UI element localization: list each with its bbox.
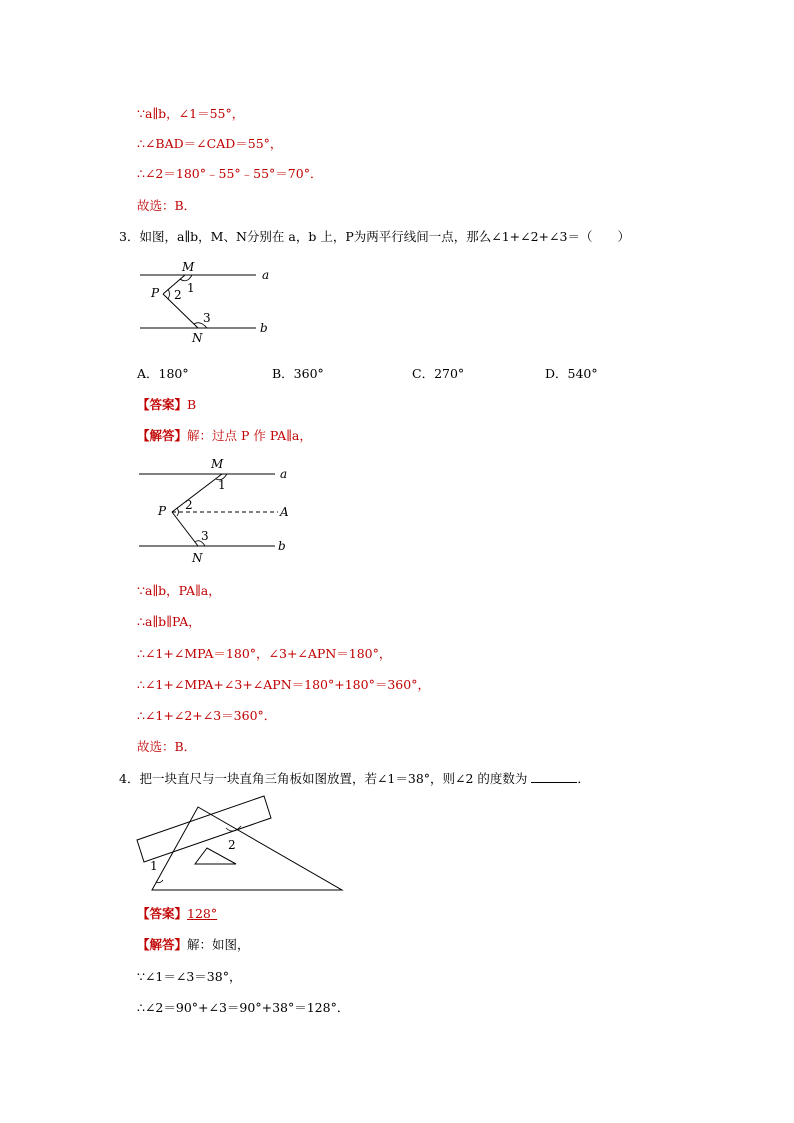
label-N: N xyxy=(192,551,203,565)
segment-PM xyxy=(172,474,222,512)
q3-text: 如图，a∥b，M、N分别在 a，b 上，P为两平行线间一点，那么∠1+∠2+∠3＝（ ） xyxy=(139,229,630,244)
answer-tag: 【答案】 xyxy=(137,906,188,921)
q4-number: 4． xyxy=(119,771,140,786)
q3-solution-intro xyxy=(137,428,312,444)
solution-tag: 【解答】 xyxy=(137,428,188,443)
prev-solution-line: ∴∠BAD＝∠CAD＝55°， xyxy=(137,136,283,151)
label-N: N xyxy=(192,331,203,345)
label-3: 3 xyxy=(201,529,209,543)
label-A: A xyxy=(280,505,289,519)
q3-stem xyxy=(119,229,630,245)
q3-solution-line: ∴∠1+∠2+∠3＝360°． xyxy=(137,708,277,723)
answer-tag: 【答案】 xyxy=(137,397,188,412)
q3-solution-line: ∵a∥b，PA∥a， xyxy=(137,583,221,598)
q3-solution-choice: 故选：B． xyxy=(137,739,197,754)
label-M: M xyxy=(182,260,195,274)
label-3: 3 xyxy=(203,311,211,325)
label-2: 2 xyxy=(228,838,236,852)
prev-solution-line: ∴∠2＝180°﹣55°﹣55°＝70°． xyxy=(137,166,323,181)
label-M: M xyxy=(211,457,224,471)
label-P: P xyxy=(151,286,160,300)
q4-answer xyxy=(137,906,217,922)
q3-solution-line: ∴a∥b∥PA， xyxy=(137,614,201,629)
q3-answer xyxy=(137,397,196,413)
q4-solution-line: ∴∠2＝90°+∠3＝90°+38°＝128°． xyxy=(137,1000,350,1015)
q3-number: 3． xyxy=(119,229,140,244)
segment-PN xyxy=(172,512,198,546)
q3-option-a: A．180° xyxy=(137,366,189,381)
q3-solution-line: ∴∠1+∠MPA+∠3+∠APN＝180°+180°＝360°， xyxy=(137,677,430,692)
answer-value: 128° xyxy=(187,906,218,921)
angle-2-arc xyxy=(177,508,179,516)
label-P: P xyxy=(158,504,167,518)
prev-solution-choice: 故选：B． xyxy=(137,198,197,213)
q3-solution-line: ∴∠1+∠MPA＝180°，∠3+∠APN＝180°， xyxy=(137,646,392,661)
q4-solution-line: ∵∠1＝∠3＝38°， xyxy=(137,969,242,984)
label-a: a xyxy=(262,268,270,282)
label-b: b xyxy=(278,539,286,553)
label-b: b xyxy=(260,321,268,335)
answer-value: B xyxy=(187,397,197,412)
q4-answer-blank xyxy=(531,770,577,783)
q4-text-end: ． xyxy=(577,771,590,786)
solution-intro: 解：过点 P 作 PA∥a， xyxy=(187,428,312,443)
prev-solution-line: ∵a∥b，∠1＝55°， xyxy=(137,106,245,121)
q3-solution-figure xyxy=(130,455,300,570)
q4-text: 把一块直尺与一块直角三角板如图放置，若∠1＝38°，则∠2 的度数为 xyxy=(139,771,528,786)
angle-2-arc xyxy=(168,289,170,299)
solution-tag: 【解答】 xyxy=(137,937,188,952)
label-1: 1 xyxy=(187,281,195,295)
q3-figure xyxy=(130,256,290,348)
q4-stem xyxy=(119,770,590,787)
q4-figure xyxy=(130,796,350,896)
label-2: 2 xyxy=(174,288,182,302)
label-1: 1 xyxy=(218,478,226,492)
q3-option-d: D．540° xyxy=(545,366,598,381)
label-a: a xyxy=(280,467,288,481)
solution-intro: 解：如图， xyxy=(187,937,250,952)
q3-option-b: B．360° xyxy=(272,366,324,381)
q4-solution-intro xyxy=(137,937,250,953)
q3-option-c: C．270° xyxy=(412,366,465,381)
label-1: 1 xyxy=(150,859,158,873)
label-2: 2 xyxy=(185,498,193,512)
